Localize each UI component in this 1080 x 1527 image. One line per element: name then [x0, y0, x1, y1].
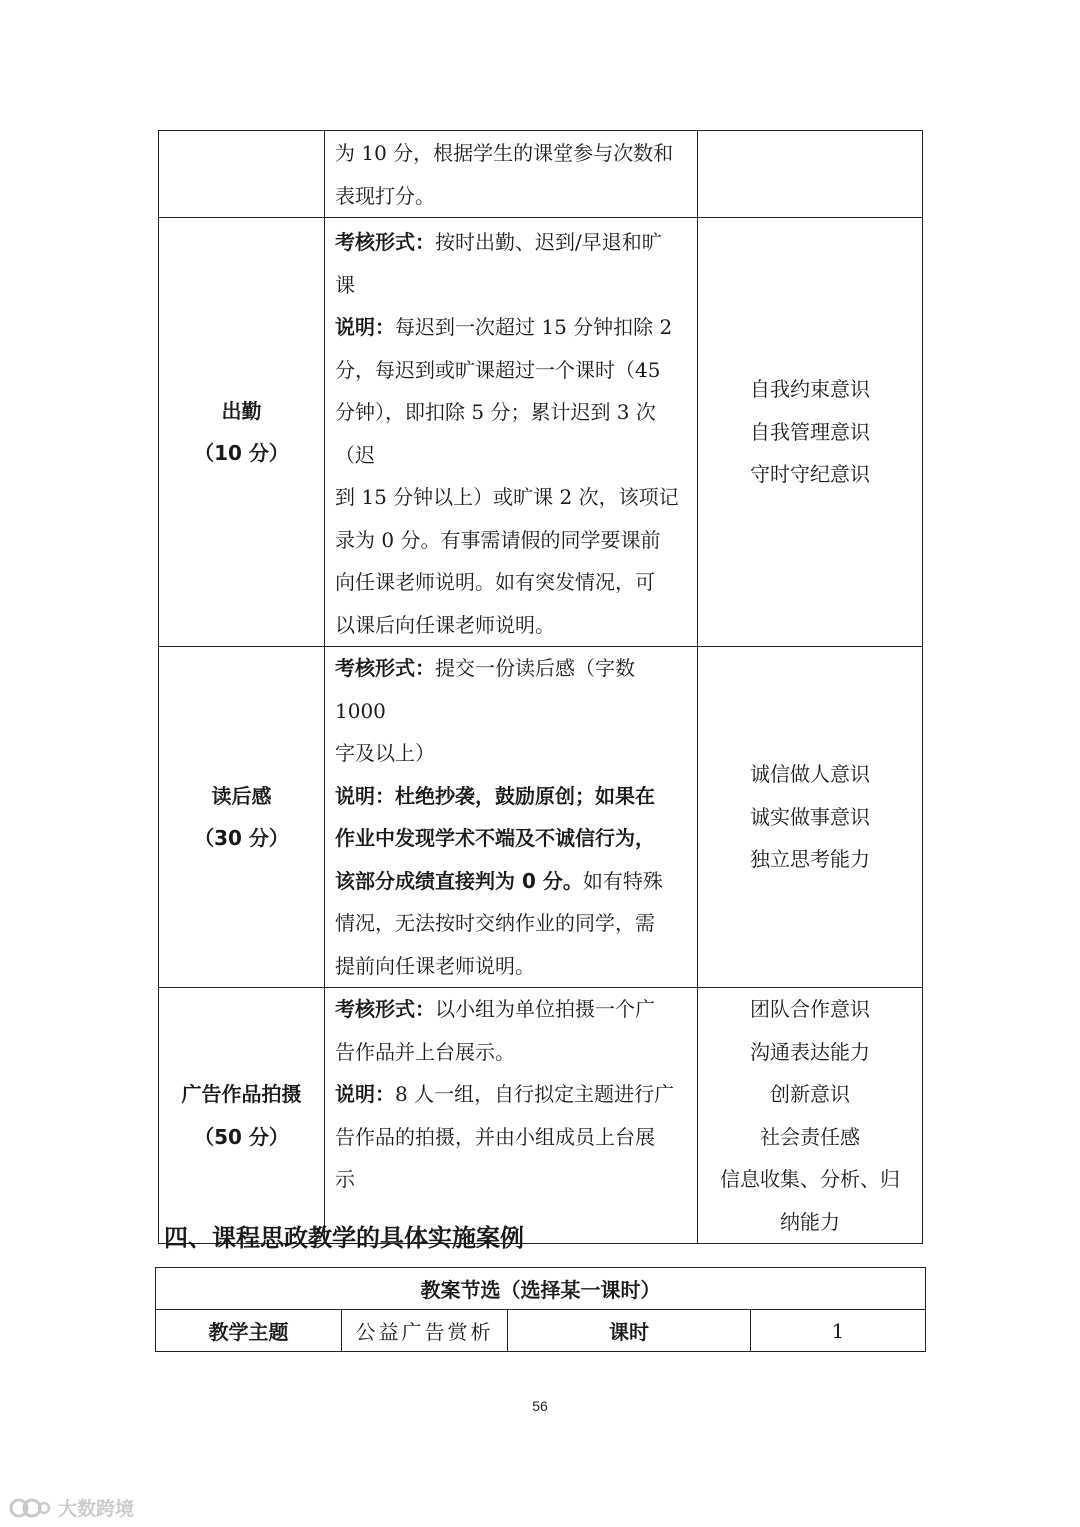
goal-cell — [698, 647, 923, 988]
table-row — [156, 1268, 926, 1310]
table-row — [156, 1310, 926, 1352]
item-name: 出勤 — [221, 398, 262, 423]
item-cell — [159, 131, 325, 218]
goal-item: 创新意识 — [770, 1082, 850, 1106]
goal-item: 团队合作意识 — [750, 997, 870, 1021]
requirement-line: 分，每迟到或旷课超过一个课时（45 — [335, 357, 661, 382]
requirement-line: 向任课老师说明。如有突发情况，可 — [335, 570, 655, 594]
hours-label: 课时 — [508, 1310, 751, 1352]
goal-item: 社会责任感 — [760, 1124, 860, 1149]
item-score: （30 分） — [194, 826, 289, 850]
requirement-line: 考核形式：提交一份读后感（字数 1000 — [335, 656, 635, 723]
section-heading: 四、课程思政教学的具体实施案例 — [164, 1224, 524, 1252]
requirement-line: 说明：8 人一组，自行拟定主题进行广 — [335, 1082, 675, 1106]
goal-cell — [698, 218, 923, 647]
table-row — [159, 218, 923, 647]
form-label: 考核形式： — [335, 656, 435, 680]
item-cell — [159, 988, 325, 1244]
watermark-text: 大数跨境 — [58, 1498, 135, 1520]
requirement-line: 该部分成绩直接判为 0 分。如有特殊 — [335, 868, 663, 893]
lesson-table — [155, 1267, 926, 1352]
desc-label: 说明： — [335, 783, 395, 808]
requirement-line: 说明：杜绝抄袭，鼓励原创；如果在 — [335, 783, 655, 808]
table-row — [159, 988, 923, 1244]
item-cell — [159, 647, 325, 988]
requirement-line: 到 15 分钟以上）或旷课 2 次，该项记 — [335, 485, 679, 509]
requirement-cell — [325, 988, 698, 1244]
requirement-line: 提前向任课老师说明。 — [335, 953, 535, 978]
requirement-cell — [325, 218, 698, 647]
requirement-cell — [325, 131, 698, 218]
requirement-line: 作业中发现学术不端及不诚信行为， — [335, 826, 655, 850]
requirement-line: 示 — [335, 1167, 355, 1191]
form-label: 考核形式： — [335, 230, 435, 254]
requirement-cell — [325, 647, 698, 988]
goal-item: 独立思考能力 — [750, 847, 870, 872]
hours-value: 1 — [751, 1310, 926, 1352]
requirement-line: 录为 0 分。有事需请假的同学要课前 — [335, 527, 661, 552]
goal-item: 守时守纪意识 — [750, 462, 870, 487]
requirement-line: 课 — [335, 272, 355, 297]
table-row — [159, 131, 923, 218]
requirement-line: 情况，无法按时交纳作业的同学，需 — [335, 911, 655, 935]
form-label: 考核形式： — [335, 997, 435, 1021]
watermark — [8, 1494, 134, 1521]
requirement-line: 考核形式：按时出勤、迟到/早退和旷 — [335, 230, 662, 254]
page-number: 56 — [532, 1398, 548, 1414]
item-score: （10 分） — [194, 441, 289, 465]
table-row — [159, 647, 923, 988]
goal-item: 沟通表达能力 — [750, 1039, 870, 1064]
topic-label: 教学主题 — [156, 1310, 342, 1352]
desc-label: 说明： — [335, 1082, 395, 1106]
topic-value: 公益广告赏析 — [342, 1310, 508, 1352]
goal-cell — [698, 988, 923, 1244]
goal-item: 自我管理意识 — [750, 419, 870, 444]
item-cell — [159, 218, 325, 647]
requirement-line: 为 10 分，根据学生的课堂参与次数和 — [335, 141, 674, 165]
item-name: 广告作品拍摄 — [181, 1082, 302, 1106]
lesson-table-title: 教案节选（选择某一课时） — [156, 1268, 926, 1310]
requirement-line: 字及以上） — [335, 741, 435, 765]
requirement-line: 告作品的拍摄，并由小组成员上台展 — [335, 1124, 655, 1149]
requirement-line: 说明：每迟到一次超过 15 分钟扣除 2 — [335, 315, 673, 339]
assessment-table — [158, 130, 923, 1244]
goal-item: 信息收集、分析、归 — [720, 1167, 900, 1191]
goal-item: 纳能力 — [780, 1209, 840, 1234]
goal-item: 自我约束意识 — [750, 377, 870, 402]
goal-item: 诚信做人意识 — [750, 762, 870, 787]
desc-label: 说明： — [335, 315, 395, 339]
goal-cell — [698, 131, 923, 218]
item-name: 读后感 — [211, 783, 272, 808]
requirement-line: 以课后向任课老师说明。 — [335, 612, 555, 637]
goal-item: 诚实做事意识 — [750, 804, 870, 829]
chain-link-icon — [8, 1496, 52, 1520]
requirement-line: 考核形式：以小组为单位拍摄一个广 — [335, 997, 655, 1021]
item-score: （50 分） — [194, 1124, 289, 1149]
requirement-line: 表现打分。 — [335, 183, 435, 208]
requirement-line: 告作品并上台展示。 — [335, 1039, 515, 1064]
requirement-line: 分钟），即扣除 5 分；累计迟到 3 次（迟 — [335, 400, 656, 467]
